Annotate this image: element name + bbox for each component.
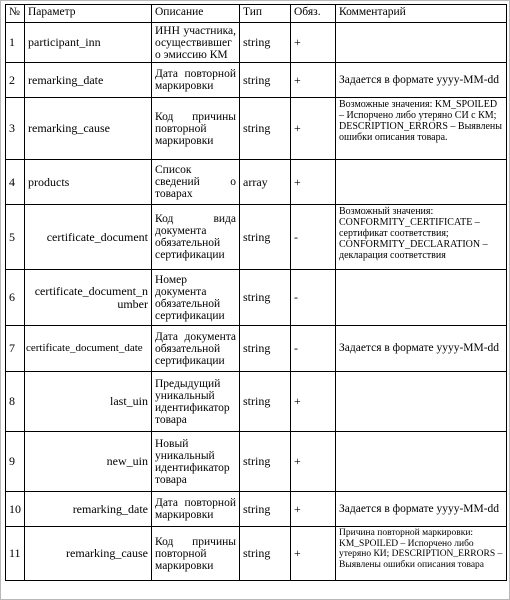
- row-type: string: [240, 63, 291, 98]
- row-comment: [336, 160, 507, 205]
- row-req: +: [291, 492, 336, 527]
- row-req: -: [291, 270, 336, 326]
- row-req: +: [291, 160, 336, 205]
- header-req: Обяз.: [291, 5, 336, 23]
- row-num: 1: [6, 23, 25, 63]
- row-num: 8: [6, 372, 25, 432]
- row-desc: Список сведений о товарах: [152, 160, 240, 205]
- row-num: 2: [6, 63, 25, 98]
- row-type: string: [240, 372, 291, 432]
- row-comment: Возможные значения: KM_SPOILED – Испорчено либо утеряно СИ с КМ; DESCRIPTION_ERRORS – Выявлены ошибки описания товара.: [336, 98, 507, 160]
- row-num: 3: [6, 98, 25, 160]
- row-desc: Дата повторной маркировки: [152, 63, 240, 98]
- row-desc: Дата документа обязательной сертификации: [152, 326, 240, 372]
- row-type: string: [240, 98, 291, 160]
- row-num: 10: [6, 492, 25, 527]
- table-row: [6, 372, 507, 432]
- table-row: [6, 270, 507, 326]
- table-row: [6, 527, 507, 581]
- header-type: Тип: [240, 5, 291, 23]
- row-param: products: [25, 160, 152, 205]
- row-req: +: [291, 98, 336, 160]
- row-req: -: [291, 205, 336, 270]
- header-comment: Комментарий: [336, 5, 507, 23]
- row-type: string: [240, 326, 291, 372]
- row-comment: [336, 432, 507, 492]
- row-param: certificate_document_n umber: [25, 270, 152, 326]
- row-num: 7: [6, 326, 25, 372]
- row-comment: Возможный значения: CONFORMITY_CERTIFICATE – сертификат соответствия; CONFORMITY_DECLARATION – декларация соответствия: [336, 205, 507, 270]
- row-param: last_uin: [25, 372, 152, 432]
- row-comment: [336, 372, 507, 432]
- row-comment: [336, 23, 507, 63]
- header-param: Параметр: [25, 5, 152, 23]
- row-comment: Причина повторной маркировки: KM_SPOILED – Испорчено либо утеряно КИ; DESCRIPTION_ERRORS – Выявлены ошибки описания товара: [336, 527, 507, 581]
- table-row: [6, 160, 507, 205]
- row-desc: Предыдущий уникальный идентификатор товара: [152, 372, 240, 432]
- row-req: +: [291, 63, 336, 98]
- row-req: +: [291, 432, 336, 492]
- row-param: remarking_date: [25, 492, 152, 527]
- row-desc: Новый уникальный идентификатор товара: [152, 432, 240, 492]
- row-param: remarking_cause: [25, 98, 152, 160]
- table-row: [6, 205, 507, 270]
- table-row: [6, 326, 507, 372]
- row-req: +: [291, 372, 336, 432]
- row-comment: [336, 270, 507, 326]
- row-num: 9: [6, 432, 25, 492]
- parameters-table: [5, 4, 507, 581]
- table-row: [6, 432, 507, 492]
- table-row: [6, 492, 507, 527]
- header-num: №: [6, 5, 25, 23]
- table-header-row: [6, 5, 507, 23]
- row-desc: Номер документа обязательной сертификации: [152, 270, 240, 326]
- row-param: certificate_document: [25, 205, 152, 270]
- row-num: 11: [6, 527, 25, 581]
- row-desc: ИНН участника, осуществившег о эмиссию КМ: [152, 23, 240, 63]
- row-desc: Код вида документа обязательной сертификации: [152, 205, 240, 270]
- row-param: remarking_cause: [25, 527, 152, 581]
- table-row: [6, 63, 507, 98]
- row-comment: Задается в формате yyyy-MM-dd: [336, 326, 507, 372]
- row-type: string: [240, 23, 291, 63]
- row-desc: Код причины повторной маркировки: [152, 98, 240, 160]
- row-param: new_uin: [25, 432, 152, 492]
- row-param: participant_inn: [25, 23, 152, 63]
- row-req: +: [291, 23, 336, 63]
- row-comment: Задается в формате yyyy-MM-dd: [336, 492, 507, 527]
- row-param: remarking_date: [25, 63, 152, 98]
- table-row: [6, 98, 507, 160]
- row-num: 5: [6, 205, 25, 270]
- row-num: 4: [6, 160, 25, 205]
- row-comment: Задается в формате yyyy-MM-dd: [336, 63, 507, 98]
- row-param: certificate_document_date: [25, 326, 152, 372]
- row-type: string: [240, 527, 291, 581]
- row-num: 6: [6, 270, 25, 326]
- row-desc: Дата повторной маркировки: [152, 492, 240, 527]
- row-req: -: [291, 326, 336, 372]
- row-desc: Код причины повторной маркировки: [152, 527, 240, 581]
- row-type: string: [240, 270, 291, 326]
- row-type: string: [240, 205, 291, 270]
- table-row: [6, 23, 507, 63]
- row-req: +: [291, 527, 336, 581]
- row-type: array: [240, 160, 291, 205]
- row-type: string: [240, 432, 291, 492]
- row-type: string: [240, 492, 291, 527]
- header-desc: Описание: [152, 5, 240, 23]
